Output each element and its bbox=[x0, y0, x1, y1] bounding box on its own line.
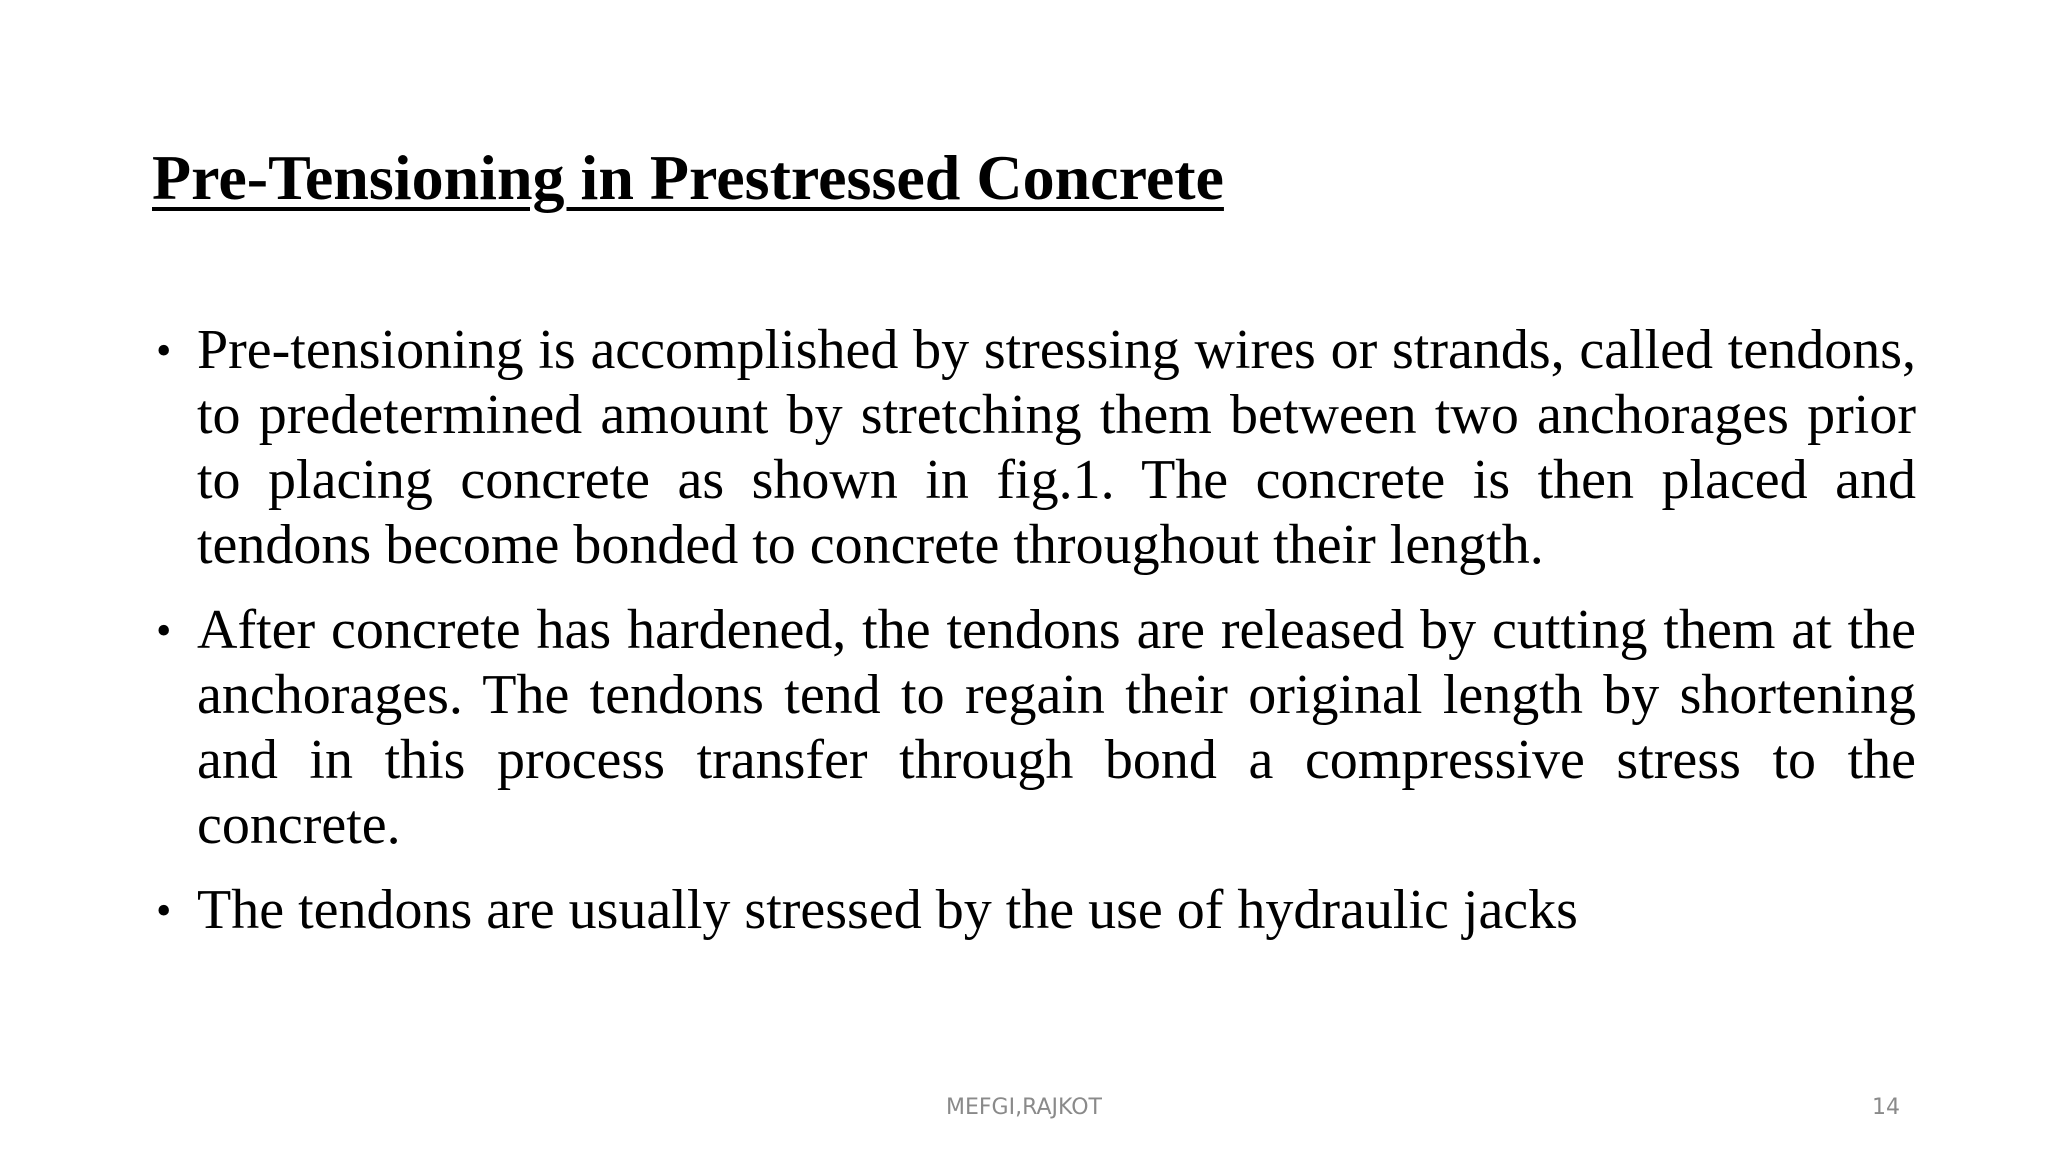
footer-organization: MEFGI,RAJKOT bbox=[946, 1095, 1102, 1120]
slide-number: 14 bbox=[1872, 1095, 1900, 1120]
bullet-list bbox=[152, 318, 1916, 963]
slide-title: Pre-Tensioning in Prestressed Concrete bbox=[152, 142, 1224, 213]
bullet-text: Pre-tensioning is accomplished by stressing wires or strands, called tendons, to predetermined amount by stretching them between two anchorages prior to placing concrete as shown in fig.1. The concrete is then placed and tendons become bonded to concrete throughout their length. bbox=[197, 319, 1916, 576]
bullet-point-icon: • bbox=[156, 326, 172, 375]
bullet-text: The tendons are usually stressed by the use of hydraulic jacks bbox=[197, 879, 1578, 941]
bullet-point-icon: • bbox=[156, 886, 172, 935]
bullet-item-pretensioning bbox=[152, 318, 1916, 578]
bullet-item-hydraulic-jacks bbox=[152, 878, 1916, 943]
bullet-item-release bbox=[152, 598, 1916, 858]
bullet-point-icon: • bbox=[156, 606, 172, 655]
bullet-text: After concrete has hardened, the tendons are released by cutting them at the anchorages. The tendons tend to regain their original length by shortening and in this process transfer through bond a compressive stress to the concrete. bbox=[197, 599, 1916, 856]
